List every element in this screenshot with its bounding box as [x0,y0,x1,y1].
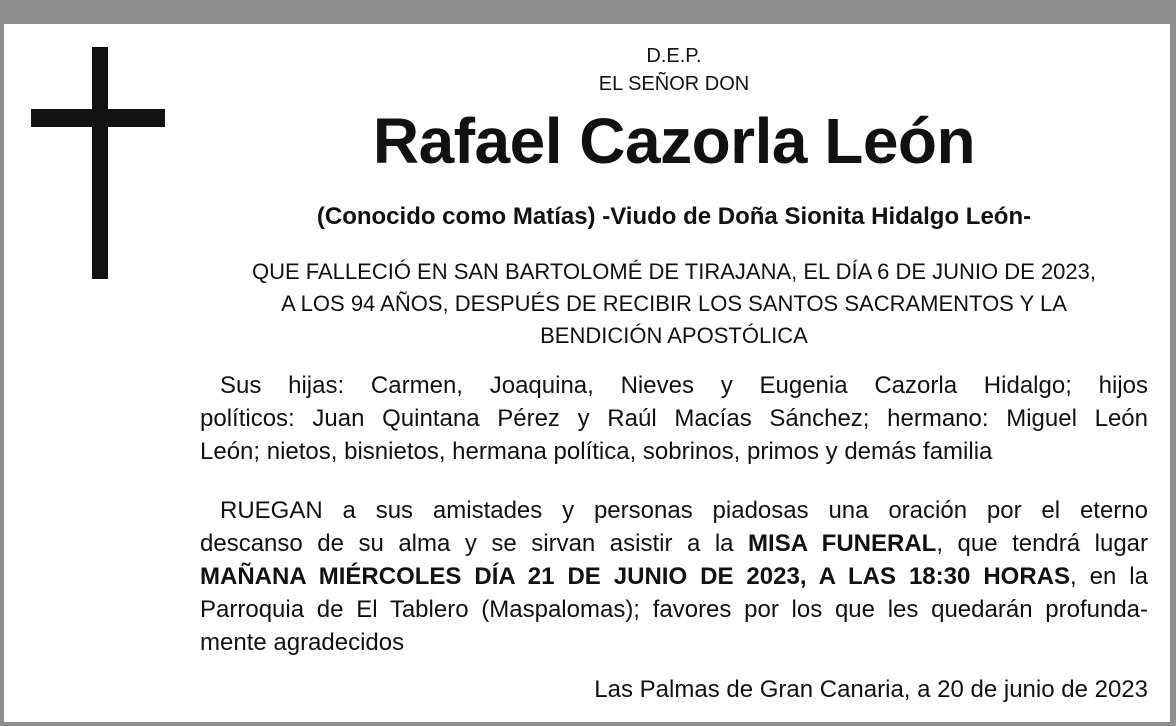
request-text: , que tendrá lugar [936,530,1149,557]
mass-date-time: MAÑANA MIÉRCOLES DÍA 21 DE JUNIO DE 2023, A LAS 18:30 HORAS [200,563,1070,590]
request-paragraph [200,494,1148,659]
request-line: Parroquia de El Tablero (Maspalomas); favores por los que les quedarán profunda- [200,596,1148,623]
cross-icon-horizontal-bar [31,109,165,127]
family-paragraph [200,369,1148,468]
dep-heading: D.E.P. [646,45,702,67]
family-line: políticos: Juan Quintana Pérez y Raúl Macías Sánchez; hermano: Miguel León [200,405,1148,432]
request-line [200,527,1148,560]
request-text: descanso de su alma y se sirvan asistir a la [200,530,749,557]
death-line: BENDICIÓN APOSTÓLICA [540,323,808,348]
request-line: mente agradecidos [200,629,405,656]
death-announcement [184,256,1164,352]
mass-label: MISA FUNERAL [748,530,937,557]
death-line: A LOS 94 AÑOS, DESPUÉS DE RECIBIR LOS SANTOS SACRAMENTOS Y LA [281,291,1067,316]
request-text: , en la [1070,563,1148,590]
known-as-line: (Conocido como Matías) -Viudo de Doña Sionita Hidalgo León- [316,203,1032,230]
request-line [200,560,1148,593]
title-heading: EL SEÑOR DON [598,73,750,95]
family-line: Sus hijas: Carmen, Joaquina, Nieves y Eugenia Cazorla Hidalgo; hijos [220,372,1148,399]
deceased-name: Rafael Cazorla León [372,105,976,177]
request-line: RUEGAN a sus amistades y personas piadosas una oración por el eterno [220,497,1148,524]
family-line: León; nietos, bisnietos, hermana política, sobrinos, primos y demás familia [200,438,993,465]
place-and-date: Las Palmas de Gran Canaria, a 20 de junio de 2023 [594,676,1148,703]
obituary-notice [4,24,1170,722]
cross-icon-vertical-bar [92,47,108,279]
death-line: QUE FALLECIÓ EN SAN BARTOLOMÉ DE TIRAJANA, EL DÍA 6 DE JUNIO DE 2023, [251,259,1096,284]
